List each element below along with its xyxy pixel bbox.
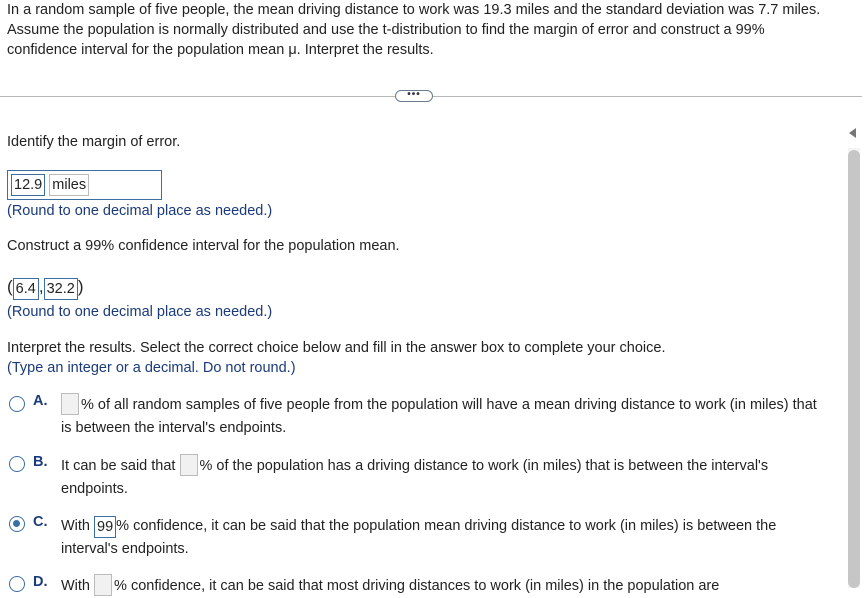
option-c-letter: C. [33,514,48,530]
option-d-radio[interactable] [9,576,25,592]
scrollbar-thumb[interactable] [848,150,860,588]
interval-lower-input[interactable]: 6.4 [13,278,39,300]
interval-close-paren: ) [77,277,84,296]
interpret-prompt: Interpret the results. Select the correct choice below and fill in the answer box to complete your choice. [7,340,666,356]
option-d-text [61,574,831,598]
option-b-input[interactable] [180,454,198,476]
option-a-label: % of all random samples of five people from the population will have a mean driving distance to work (in miles) that is between the interval's endpoints. [61,397,817,436]
margin-of-error-hint: (Round to one decimal place as needed.) [7,203,273,219]
option-d-prefix: With [61,578,95,594]
option-b-prefix: It can be said that [61,458,180,474]
option-b-radio[interactable] [9,456,25,472]
option-d-letter: D. [33,574,48,590]
question-text: In a random sample of five people, the mean driving distance to work was 19.3 miles and the standard deviation was 7.7 miles. Assume the population is normally distributed and use the t-distribution to find the margin of error and construct a 99% confidence interval for the population mean μ. Interpret the results. [7,2,821,58]
option-c-radio[interactable] [9,516,25,532]
option-a-text [61,393,831,440]
scroll-arrow-icon[interactable] [849,128,856,138]
option-b-text [61,454,831,501]
option-a-letter: A. [33,393,48,409]
option-b-letter: B. [33,454,48,470]
option-a-input[interactable] [61,393,79,415]
option-c-prefix: With [61,518,95,534]
confidence-interval-answer [7,277,83,300]
option-d-label: % confidence, it can be said that most driving distances to work (in miles) in the population are [114,578,720,594]
interval-open-paren: ( [7,277,13,296]
margin-of-error-prompt: Identify the margin of error. [7,134,181,150]
margin-of-error-input[interactable]: 12.9 [11,174,45,196]
option-c-label: % confidence, it can be said that the population mean driving distance to work (in miles) is between the interval's endpoints. [61,518,777,557]
option-a-radio[interactable] [9,396,25,412]
confidence-interval-hint: (Round to one decimal place as needed.) [7,304,273,320]
margin-of-error-unit: miles [49,174,89,196]
interval-comma: , [38,277,44,296]
interval-upper-input[interactable]: 32.2 [44,278,78,300]
option-c-input[interactable]: 99 [94,516,116,538]
confidence-interval-prompt: Construct a 99% confidence interval for the population mean. [7,238,400,254]
option-b-label: % of the population has a driving distance to work (in miles) that is between the interval's endpoints. [61,458,769,497]
interpret-hint: (Type an integer or a decimal. Do not round.) [7,360,296,376]
expand-more-button[interactable]: ••• [395,90,433,102]
margin-of-error-answer-area [7,170,162,200]
option-d-input[interactable] [94,574,112,596]
option-c-text [61,515,831,561]
